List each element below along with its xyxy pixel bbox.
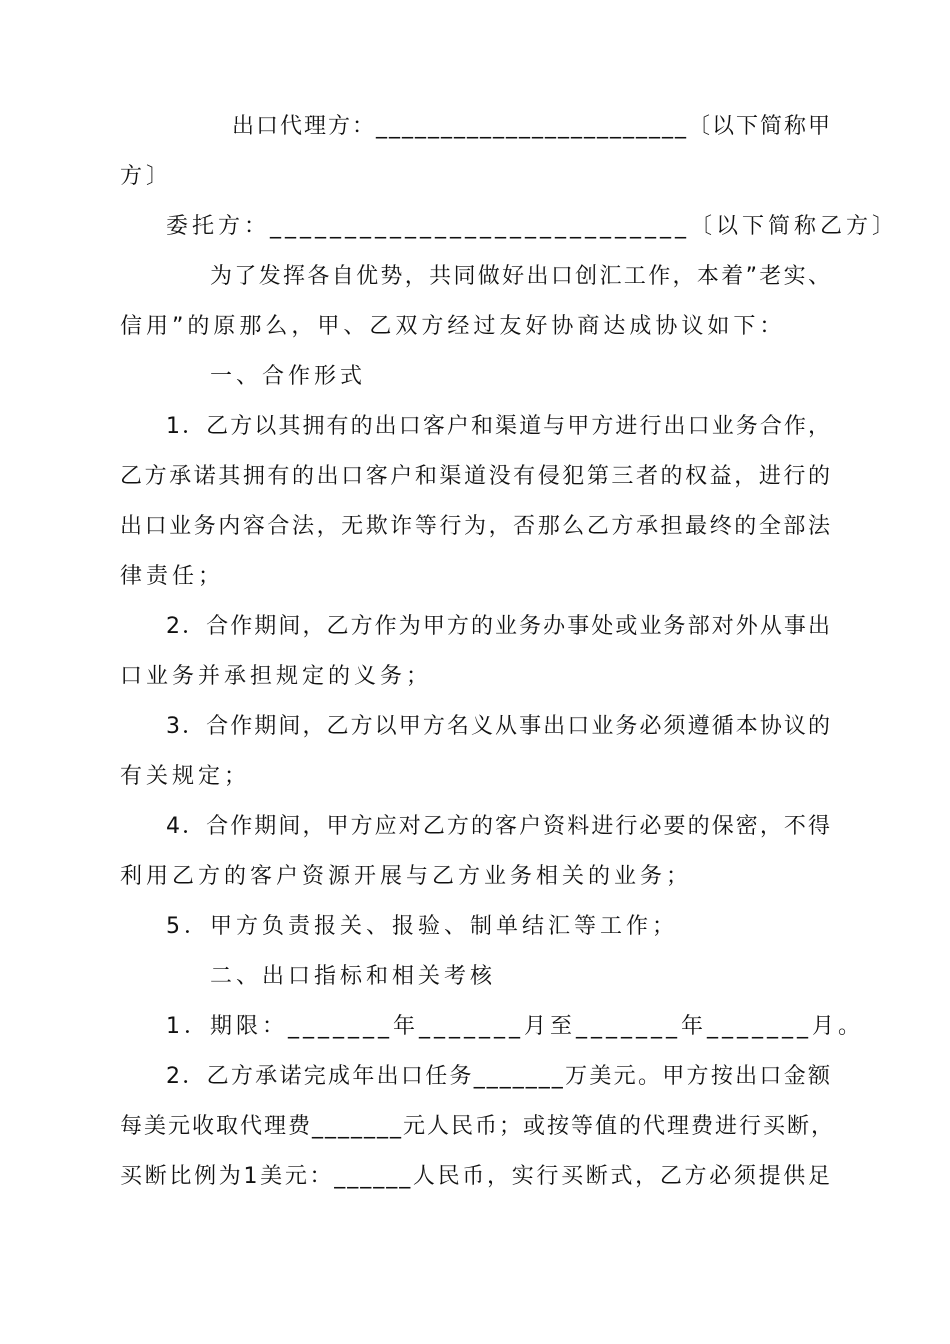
client-party-line: 委托方：____________________________〔以下简称乙方〕 <box>166 214 899 239</box>
clause-1-4-line-1: 4．合作期间，甲方应对乙方的客户资料进行必要的保密，不得 <box>166 814 832 839</box>
section-heading-cooperation: 一、合作形式 <box>210 364 367 389</box>
clause-1-1-line-1: 1．乙方以其拥有的出口客户和渠道与甲方进行出口业务合作， <box>166 414 832 439</box>
agent-party-line-cont: 方〕 <box>120 164 173 189</box>
clause-1-5-line-1: 5．甲方负责报关、报验、制单结汇等工作； <box>166 914 678 939</box>
agent-party-line: 出口代理方：________________________〔以下简称甲 <box>232 114 833 139</box>
clause-1-1-line-2: 乙方承诺其拥有的出口客户和渠道没有侵犯第三者的权益，进行的 <box>120 464 832 489</box>
preamble-line-2: 信用”的原那么，甲、乙双方经过友好协商达成协议如下： <box>120 314 786 339</box>
clause-1-1-line-4: 律责任； <box>120 564 225 589</box>
clause-2-1-line-1: 1．期限：_______年_______月至_______年_______月。 <box>166 1014 864 1039</box>
clause-1-2-line-1: 2．合作期间，乙方作为甲方的业务办事处或业务部对外从事出 <box>166 614 832 639</box>
clause-1-3-line-1: 3．合作期间，乙方以甲方名义从事出口业务必须遵循本协议的 <box>166 714 832 739</box>
clause-1-4-line-2: 利用乙方的客户资源开展与乙方业务相关的业务； <box>120 864 693 889</box>
clause-2-2-line-2: 每美元收取代理费_______元人民币；或按等值的代理费进行买断， <box>120 1114 836 1139</box>
clause-1-1-line-3: 出口业务内容合法，无欺诈等行为，否那么乙方承担最终的全部法 <box>120 514 832 539</box>
preamble-line-1: 为了发挥各自优势，共同做好出口创汇工作，本着”老实、 <box>210 264 832 289</box>
clause-1-3-line-2: 有关规定； <box>120 764 251 789</box>
clause-1-2-line-2: 口业务并承担规定的义务； <box>120 664 433 689</box>
clause-2-2-line-3: 买断比例为1美元：______人民币，实行买断式，乙方必须提供足 <box>120 1164 832 1189</box>
clause-2-2-line-1: 2．乙方承诺完成年出口任务_______万美元。甲方按出口金额 <box>166 1064 832 1089</box>
section-heading-targets: 二、出口指标和相关考核 <box>210 964 497 989</box>
